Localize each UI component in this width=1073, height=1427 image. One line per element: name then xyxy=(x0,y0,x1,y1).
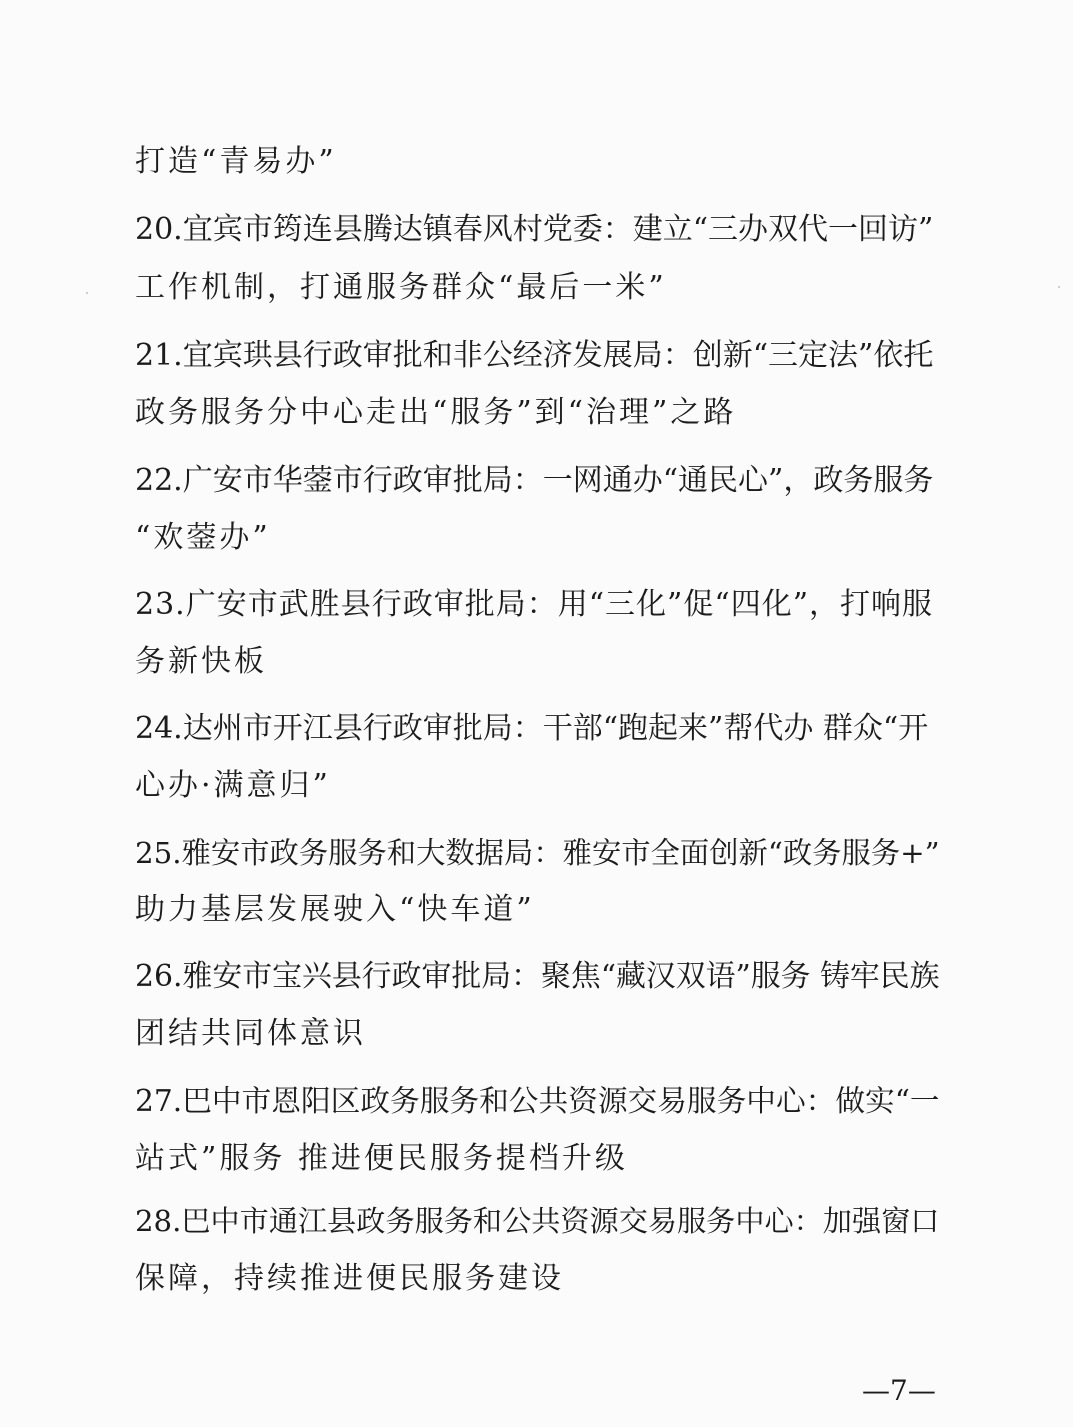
text-line: 助力基层发展驶入“快车道” xyxy=(135,892,535,927)
text-line: “欢蓥办” xyxy=(135,520,271,555)
text-line: 政务服务分中心走出“服务”到“治理”之路 xyxy=(135,395,737,430)
scan-speck xyxy=(86,292,88,294)
text-line: 工作机制，打通服务群众“最后一米” xyxy=(135,270,667,305)
scan-speck xyxy=(1058,286,1060,288)
list-item-title: 20.宜宾市筠连县腾达镇春风村党委：建立“三办双代一回访” xyxy=(135,212,934,247)
text-line: 站式”服务 推进便民服务提档升级 xyxy=(135,1141,628,1176)
text-line: 务新快板 xyxy=(135,644,267,679)
text-line: 保障，持续推进便民服务建设 xyxy=(135,1261,564,1296)
list-item-title: 28.巴中市通江县政务服务和公共资源交易服务中心：加强窗口 xyxy=(135,1204,940,1238)
list-item-title: 21.宜宾珙县行政审批和非公经济发展局：创新“三定法”依托 xyxy=(135,338,934,373)
list-item-title: 24.达州市开江县行政审批局：干部“跑起来”帮代办 群众“开 xyxy=(135,711,929,746)
list-item-title: 26.雅安市宝兴县行政审批局：聚焦“藏汉双语”服务 铸牢民族 xyxy=(135,959,940,994)
list-item-title: 25.雅安市政务服务和大数据局：雅安市全面创新“政务服务+” xyxy=(135,836,940,870)
list-item-title: 27.巴中市恩阳区政务服务和公共资源交易服务中心：做实“一 xyxy=(135,1084,940,1119)
text-line: 打造“青易办” xyxy=(135,144,337,179)
page-number: —7— xyxy=(862,1374,936,1407)
list-item-title: 22.广安市华蓥市行政审批局：一网通办“通民心”，政务服务 xyxy=(135,463,934,498)
text-line: 团结共同体意识 xyxy=(135,1016,366,1051)
list-item-title: 23.广安市武胜县行政审批局：用“三化”促“四化”，打响服 xyxy=(135,587,934,622)
text-line: 心办·满意归” xyxy=(135,768,331,803)
